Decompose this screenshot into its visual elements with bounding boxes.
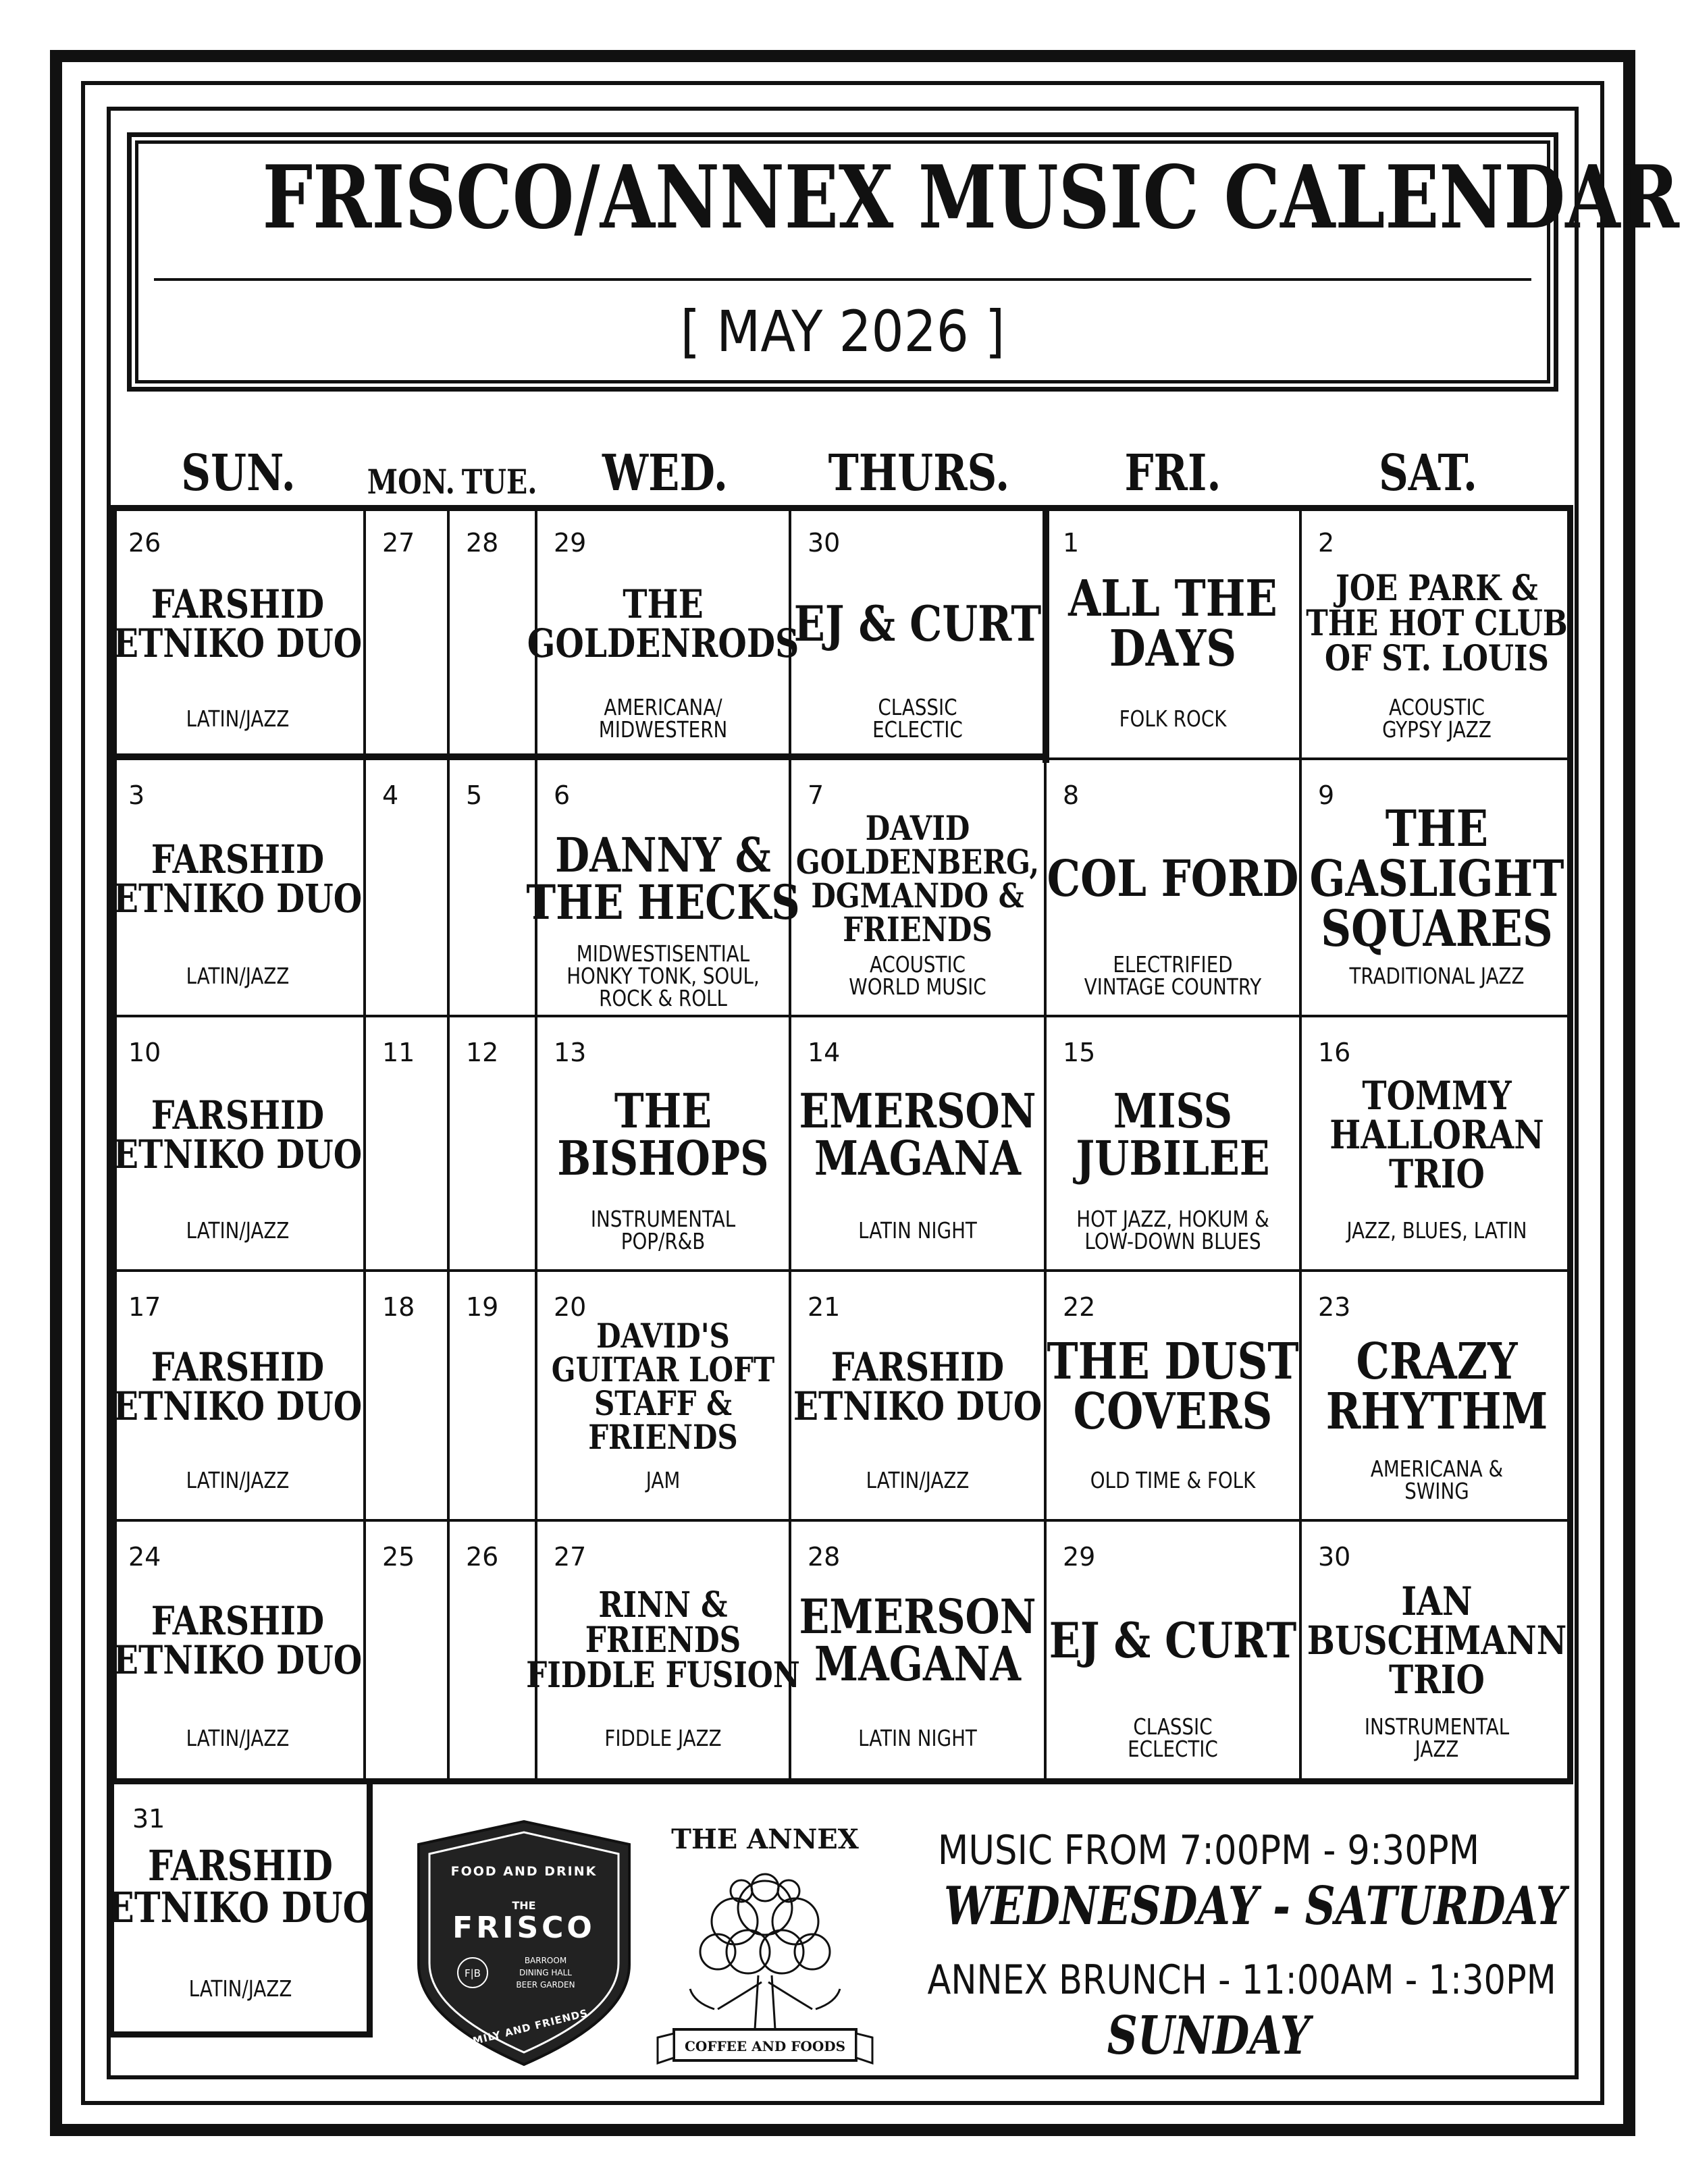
day-header-fri: FRI. [1124, 444, 1221, 502]
day-number: 21 [808, 1292, 841, 1322]
day-header-sat: SAT. [1378, 444, 1478, 502]
act-name [1309, 799, 1564, 958]
genre-line: SWING [1404, 1478, 1469, 1504]
day-number: 13 [554, 1038, 587, 1067]
genre-label [1065, 1196, 1280, 1264]
day-number: 14 [808, 1038, 841, 1067]
brunch-days: SUNDAY [1107, 2005, 1311, 2067]
day-header-mon: MON. [367, 462, 455, 502]
act-name-line: ETNIKO DUO [113, 1131, 363, 1177]
brunch-hours: ANNEX BRUNCH - 11:00AM - 1:30PM [927, 1956, 1556, 2004]
frisco-logo-name: FRISCO [452, 1911, 596, 1945]
genre-line: AMERICANA/ [604, 694, 722, 720]
day-number: 23 [1318, 1292, 1351, 1322]
act-name-line: GASLIGHT [1309, 849, 1564, 908]
act-name-line: FRIENDS [843, 909, 993, 949]
act-name-line: FRIENDS [585, 1620, 741, 1661]
genre-label [810, 1196, 1025, 1264]
genre-label [1065, 1446, 1280, 1514]
genre-label [556, 685, 770, 752]
day-header-sun: SUN. [181, 444, 296, 502]
act-name [113, 1319, 363, 1454]
day-number: 12 [466, 1038, 499, 1067]
day-number: 29 [554, 528, 587, 558]
frisco-logo-line: BARROOM [524, 1956, 567, 1965]
genre-label [131, 942, 344, 1009]
day-number: 28 [808, 1542, 841, 1572]
genre-label [1322, 1704, 1551, 1772]
act-name-line: FARSHID [151, 836, 325, 882]
act-name [551, 1316, 775, 1457]
genre-line: LATIN/JAZZ [186, 1466, 290, 1493]
act-name [527, 555, 799, 693]
act-name-line: THE [1385, 799, 1489, 858]
act-name [113, 555, 363, 693]
genre-label [131, 1196, 344, 1264]
genre-line: POP/R&B [621, 1228, 706, 1254]
day-number: 6 [554, 780, 571, 810]
act-name-line: THE [623, 581, 704, 627]
day-number: 27 [554, 1542, 587, 1572]
genre-line: ECLECTIC [872, 716, 963, 743]
act-name-line: FARSHID [830, 1344, 1005, 1390]
genre-line: AMERICANA & [1370, 1456, 1504, 1482]
annex-logo-banner: COFFEE AND FOODS [684, 2038, 846, 2054]
genre-line: ECLECTIC [1128, 1736, 1218, 1762]
day-number: 24 [128, 1542, 161, 1572]
act-name-line: FARSHID [151, 581, 325, 627]
genre-line: ACOUSTIC [1388, 694, 1485, 720]
act-name [1047, 807, 1299, 950]
act-name-line: GOLDENBERG, [795, 841, 1040, 882]
act-name-line: OF ST. LOUIS [1325, 638, 1549, 679]
act-name [526, 1569, 800, 1712]
day-header-tue: TUE. [461, 462, 537, 502]
genre-line: JAZZ, BLUES, LATIN [1346, 1217, 1527, 1244]
frisco-logo-the: THE [512, 1899, 536, 1912]
act-name-line: EMERSON [799, 1589, 1036, 1645]
genre-line: VINTAGE COUNTRY [1084, 974, 1262, 1000]
act-name-line: EJ & CURT [1049, 1612, 1297, 1669]
genre-line: ROCK & ROLL [599, 984, 727, 1011]
day-header-wed: WED. [602, 444, 728, 502]
act-name-line: THE HOT CLUB [1306, 603, 1568, 644]
act-name [1322, 1319, 1551, 1454]
frisco-logo-top: FOOD AND DRINK [450, 1864, 598, 1879]
genre-line: CLASSIC [878, 694, 957, 720]
calendar-cell [365, 759, 448, 1016]
act-name [1065, 555, 1280, 693]
genre-line: INSTRUMENTAL [590, 1206, 736, 1232]
day-number: 7 [808, 780, 824, 810]
tree-icon [690, 1874, 840, 2029]
genre-label [131, 685, 344, 752]
day-number: 25 [382, 1542, 415, 1572]
act-name-line: IAN [1401, 1578, 1473, 1624]
day-number: 29 [1063, 1542, 1096, 1572]
act-name [1306, 555, 1568, 693]
genre-label [1322, 942, 1551, 1009]
music-days: WEDNESDAY - SATURDAY [944, 1875, 1566, 1937]
calendar-cell [448, 759, 536, 1016]
day-number: 30 [808, 528, 841, 558]
frisco-logo-bottom: FAMILY AND FRIENDS [456, 2006, 589, 2051]
act-name-line: HALLORAN [1329, 1111, 1544, 1158]
act-name-line: DGMANDO & [811, 875, 1024, 915]
genre-label [556, 942, 770, 1009]
day-number: 10 [128, 1038, 161, 1067]
act-name-line: THE HECKS [526, 874, 800, 930]
act-name-line: JOE PARK & [1336, 568, 1538, 609]
genre-line: LATIN NIGHT [858, 1724, 977, 1751]
genre-label [556, 1196, 770, 1264]
act-name-line: GOLDENRODS [527, 620, 799, 666]
day-number: 2 [1318, 528, 1335, 558]
genre-line: HONKY TONK, SOUL, [566, 962, 760, 989]
act-name [793, 555, 1042, 693]
genre-line: ACOUSTIC [869, 951, 966, 978]
genre-line: LATIN/JAZZ [186, 1217, 290, 1244]
act-name [1065, 1065, 1280, 1204]
day-number: 5 [466, 780, 483, 810]
month-label: [ MAY 2026 ] [680, 298, 1005, 365]
day-number: 8 [1063, 780, 1080, 810]
act-name [1322, 1065, 1551, 1204]
frisco-logo-line: DINING HALL [519, 1968, 572, 1977]
day-number: 16 [1318, 1038, 1351, 1067]
act-name-line: ETNIKO DUO [113, 1637, 363, 1683]
day-number: 15 [1063, 1038, 1096, 1067]
act-name: FARSHID ETNIKO DUO [107, 1841, 373, 1932]
act-name-line: FIDDLE FUSION [526, 1655, 800, 1696]
act-name-line: MISS [1113, 1082, 1233, 1139]
annex-logo-title: THE ANNEX [671, 1823, 859, 1855]
act-name-line: TOMMY [1362, 1072, 1512, 1119]
frisco-logo [411, 1816, 637, 2070]
act-name-line: ETNIKO DUO [113, 620, 363, 666]
annex-logo [654, 1807, 876, 2083]
act-name-line: DANNY & [555, 826, 771, 883]
frisco-monogram: F|B [465, 1967, 481, 1979]
act-name-line: TRIO [1389, 1150, 1485, 1197]
genre-label [1322, 1446, 1551, 1514]
genre-label [131, 1704, 344, 1772]
act-name-line: ALL THE [1068, 570, 1277, 628]
genre-line: CLASSIC [1133, 1713, 1213, 1740]
act-name-line: COL FORD [1047, 849, 1299, 908]
day-number: 1 [1063, 528, 1080, 558]
genre-line: ELECTRIFIED [1113, 951, 1233, 978]
day-header-thurs: THURS. [828, 444, 1010, 502]
act-name-line: EMERSON [799, 1082, 1036, 1139]
genre-label [810, 1704, 1025, 1772]
genre-label [810, 942, 1025, 1009]
genre-line: INSTRUMENTAL [1364, 1713, 1510, 1740]
genre-line: HOT JAZZ, HOKUM & [1076, 1206, 1269, 1232]
act-name [795, 807, 1040, 950]
act-name [526, 807, 800, 950]
genre-line: WORLD MUSIC [849, 974, 986, 1000]
act-name-line: BISHOPS [557, 1129, 769, 1186]
act-name-line: FARSHID [151, 1092, 325, 1138]
genre-line: LATIN/JAZZ [186, 962, 290, 989]
page-title: FRISCO/ANNEX MUSIC CALENDAR [262, 147, 1679, 248]
act-name-line: FRIENDS [588, 1417, 738, 1457]
act-name [1307, 1569, 1567, 1712]
act-name [113, 1569, 363, 1712]
genre-line: FIDDLE JAZZ [604, 1724, 722, 1751]
genre-line: GYPSY JAZZ [1382, 716, 1492, 743]
genre-line: LOW-DOWN BLUES [1084, 1228, 1261, 1254]
act-name-line: THE DUST [1047, 1333, 1299, 1391]
day-number: 17 [128, 1292, 161, 1322]
genre-line: TRADITIONAL JAZZ [1349, 962, 1525, 989]
act-name-line: STAFF & [594, 1383, 733, 1423]
genre-label [556, 1446, 770, 1514]
day-number: 22 [1063, 1292, 1096, 1322]
frisco-logo-line: BEER GARDEN [516, 1980, 575, 1990]
day-number: 26 [466, 1542, 499, 1572]
act-name-line: ETNIKO DUO [793, 1383, 1043, 1429]
act-name-line: FARSHID [151, 1344, 325, 1390]
music-hours: MUSIC FROM 7:00PM - 9:30PM [937, 1827, 1480, 1874]
act-name-line: ETNIKO DUO [113, 1383, 363, 1429]
genre-label [1322, 1196, 1551, 1264]
day-number: 18 [382, 1292, 415, 1322]
act-name-line: THE [614, 1082, 712, 1139]
act-name [799, 1065, 1036, 1204]
act-name [556, 1065, 770, 1204]
genre-label [556, 1704, 770, 1772]
act-name-line: JUBILEE [1076, 1129, 1270, 1186]
genre-label [1322, 685, 1551, 752]
day-number: 26 [128, 528, 161, 558]
genre-label [810, 685, 1025, 752]
act-name-line: COVERS [1073, 1383, 1273, 1441]
act-name-line: RINN & [598, 1584, 728, 1626]
day-number: 9 [1318, 780, 1335, 810]
last-row-divider [365, 1778, 1573, 1784]
act-name-line: GUITAR LOFT [551, 1350, 775, 1389]
day-number: 30 [1318, 1542, 1351, 1572]
genre-line: FOLK ROCK [1119, 705, 1227, 732]
act-name [1047, 1319, 1299, 1454]
genre-line: MIDWESTISENTIAL [576, 940, 750, 967]
day-number: 11 [382, 1038, 415, 1067]
day-number: 31 [132, 1804, 165, 1834]
genre-label: LATIN/JAZZ [188, 1975, 292, 2002]
day-number: 27 [382, 528, 415, 558]
act-name [793, 1319, 1043, 1454]
act-name-line: EJ & CURT [793, 595, 1042, 652]
act-name-line: DAVID [865, 807, 970, 848]
act-name-line: ETNIKO DUO [113, 875, 363, 922]
genre-label [810, 1446, 1025, 1514]
act-name [799, 1569, 1036, 1712]
genre-line: OLD TIME & FOLK [1090, 1466, 1256, 1493]
act-name-line: DAYS [1109, 620, 1237, 678]
genre-line: LATIN NIGHT [858, 1217, 977, 1244]
day-number: 3 [128, 780, 145, 810]
act-name [113, 1065, 363, 1204]
act-name-line: DAVID'S [596, 1316, 730, 1356]
genre-line: MIDWESTERN [598, 716, 728, 743]
genre-line: JAM [645, 1466, 681, 1493]
genre-line: LATIN/JAZZ [186, 705, 290, 732]
genre-label [1065, 685, 1280, 752]
day-number: 19 [466, 1292, 499, 1322]
act-name-line: RHYTHM [1325, 1383, 1548, 1441]
title-divider [154, 278, 1531, 281]
act-name-line: BUSCHMANN [1307, 1618, 1567, 1663]
genre-label [131, 1446, 344, 1514]
act-name-line: FARSHID [151, 1598, 325, 1644]
genre-label [1065, 1704, 1280, 1772]
genre-line: LATIN/JAZZ [866, 1466, 970, 1493]
act-name-line: SQUARES [1321, 899, 1553, 958]
act-name [113, 807, 363, 950]
act-name-line: CRAZY [1356, 1333, 1518, 1391]
act-name-line: TRIO [1389, 1657, 1485, 1703]
genre-line: LATIN/JAZZ [186, 1724, 290, 1751]
genre-label [1065, 942, 1280, 1009]
day-number: 4 [382, 780, 399, 810]
genre-line: JAZZ [1415, 1736, 1459, 1762]
act-name-line: MAGANA [814, 1636, 1021, 1692]
day-number: 20 [554, 1292, 587, 1322]
day-number: 28 [466, 528, 499, 558]
act-name [1049, 1569, 1297, 1712]
act-name-line: MAGANA [814, 1129, 1021, 1186]
